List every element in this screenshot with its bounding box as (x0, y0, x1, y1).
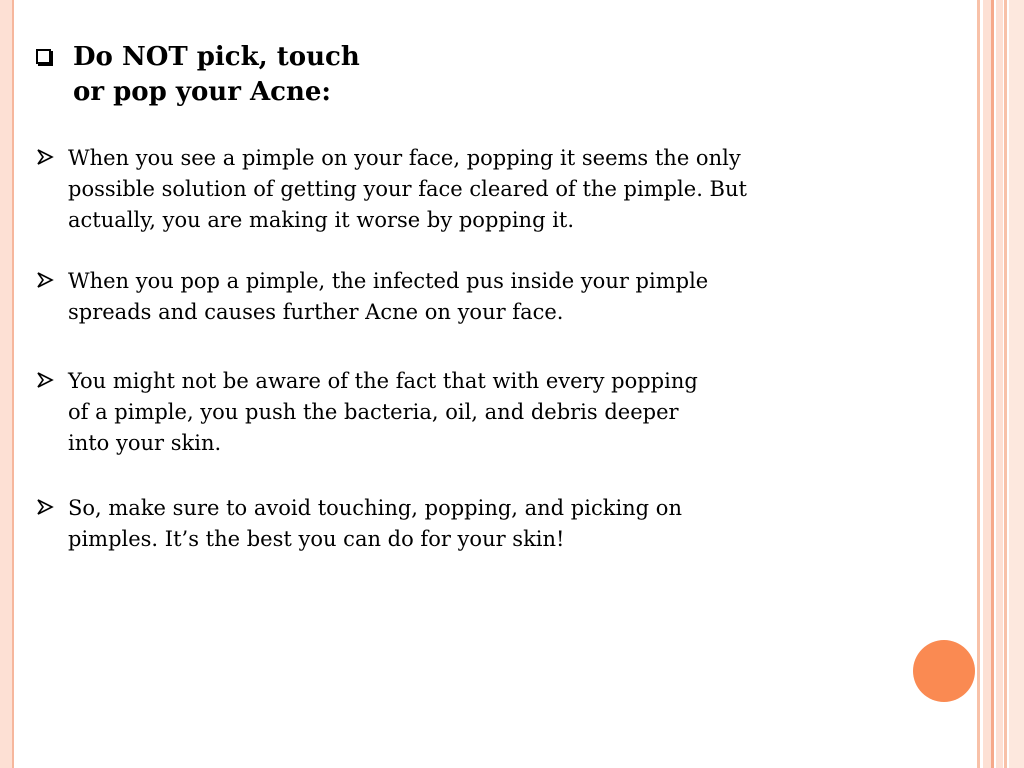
right-decorative-stripe (983, 0, 991, 768)
bullet-text: When you see a pimple on your face, popping it seems the only possible solution of getting your face cleared of the pimple. But actually, you are making it worse by popping it. (68, 146, 747, 232)
arrow-bullet-icon (36, 371, 54, 389)
bullet-text: So, make sure to avoid touching, popping, and picking on pimples. It’s the best you can do for your skin! (68, 496, 682, 551)
right-decorative-stripe (996, 0, 1003, 768)
bullet-item (36, 493, 836, 555)
right-decorative-stripe (1009, 0, 1024, 768)
bullet-text: You might not be aware of the fact that with every popping of a pimple, you push the bacteria, oil, and debris deeper into your skin. (68, 369, 698, 455)
bullet-item (36, 266, 836, 328)
bullet-item (36, 143, 836, 236)
bullet-item (36, 366, 836, 459)
arrow-bullet-icon (36, 498, 54, 516)
slide-heading (36, 40, 360, 110)
arrow-bullet-icon (36, 271, 54, 289)
orange-circle-decoration (913, 640, 975, 702)
right-decorative-stripe (977, 0, 980, 768)
right-decorative-stripe (1004, 0, 1007, 768)
arrow-bullet-icon (36, 148, 54, 166)
left-decorative-stripe (0, 0, 14, 768)
right-decorative-stripe (991, 0, 994, 768)
heading-text: Do NOT pick, touch or pop your Acne: (73, 42, 360, 107)
checkbox-icon (36, 49, 51, 64)
bullet-text: When you pop a pimple, the infected pus inside your pimple spreads and causes further Acne on your face. (68, 269, 709, 324)
